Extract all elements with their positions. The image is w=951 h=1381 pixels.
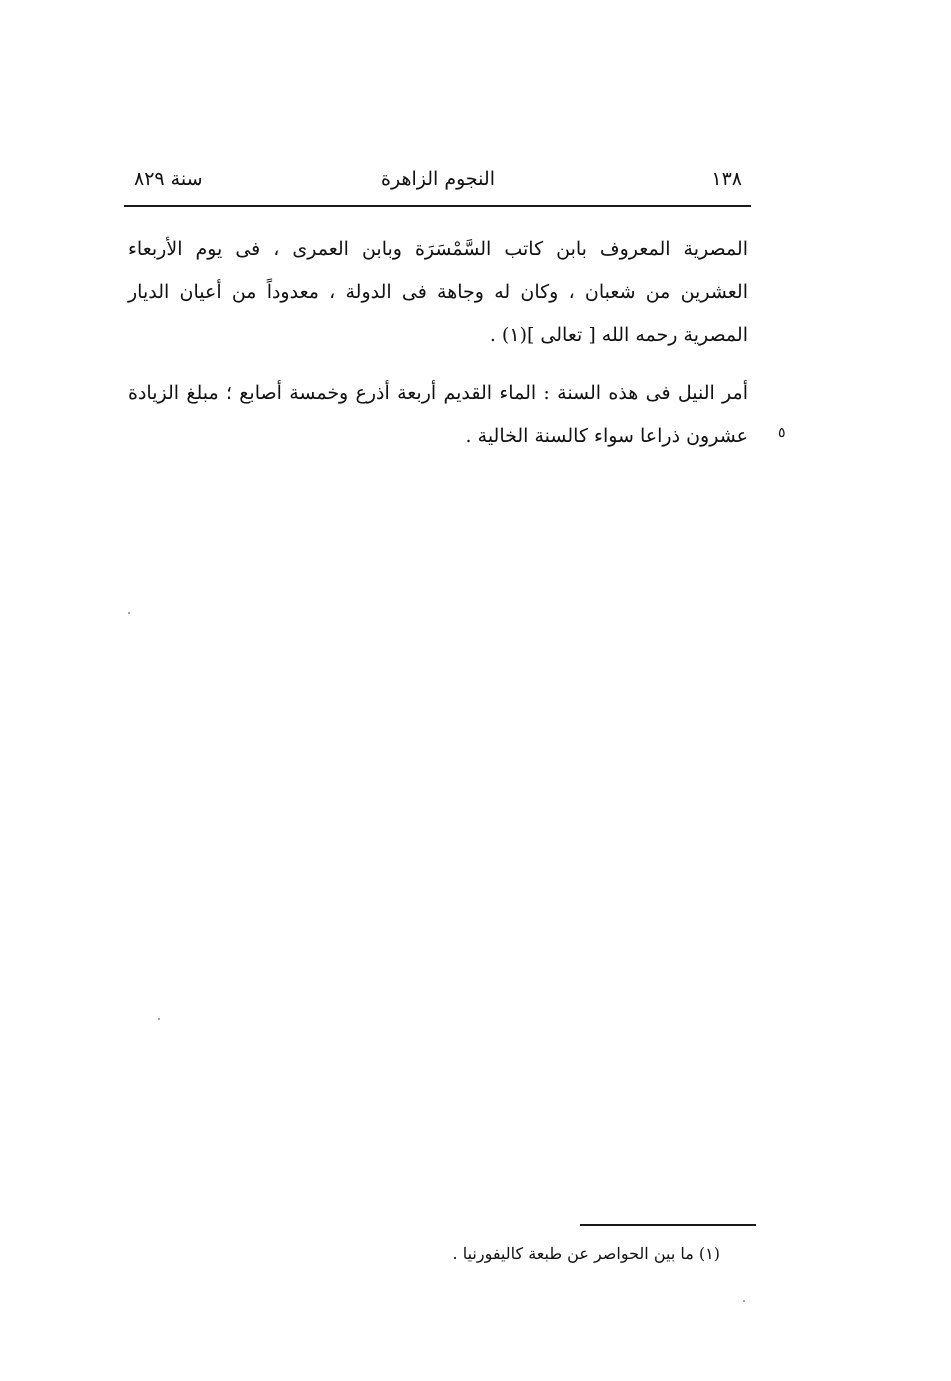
paragraph-2: أمر النيل فى هذه السنة : الماء القديم أربعة أذرع وخمسة أصابع ؛ مبلغ الزيادة عشرون ذراعا سواء كالسنة الخالية . (128, 382, 748, 447)
paragraph-1: المصرية المعروف بابن كاتب السَّمْسَرَة وبابن العمرى ، فى يوم الأربعاء العشرين من شعبان ، وكان له وجاهة فى الدولة ، معدوداً من أعيان الديار المصرية رحمه الله [ تعالى ](١) . (128, 238, 748, 346)
scan-speck (158, 1018, 160, 1020)
header-rule (124, 205, 751, 207)
footnote: (١) ما بين الحواصر عن طبعة كاليفورنيا . (452, 1244, 720, 1263)
header-page-number: ١٣٨ (711, 168, 742, 190)
scan-speck (128, 612, 130, 614)
footnote-rule (580, 1224, 756, 1226)
line-number-marker: ٥ (778, 425, 786, 441)
scan-speck (743, 1300, 745, 1302)
header-book-title: النجوم الزاهرة (381, 168, 495, 190)
running-header (126, 166, 750, 200)
header-year: سنة ٨٢٩ (134, 168, 203, 190)
